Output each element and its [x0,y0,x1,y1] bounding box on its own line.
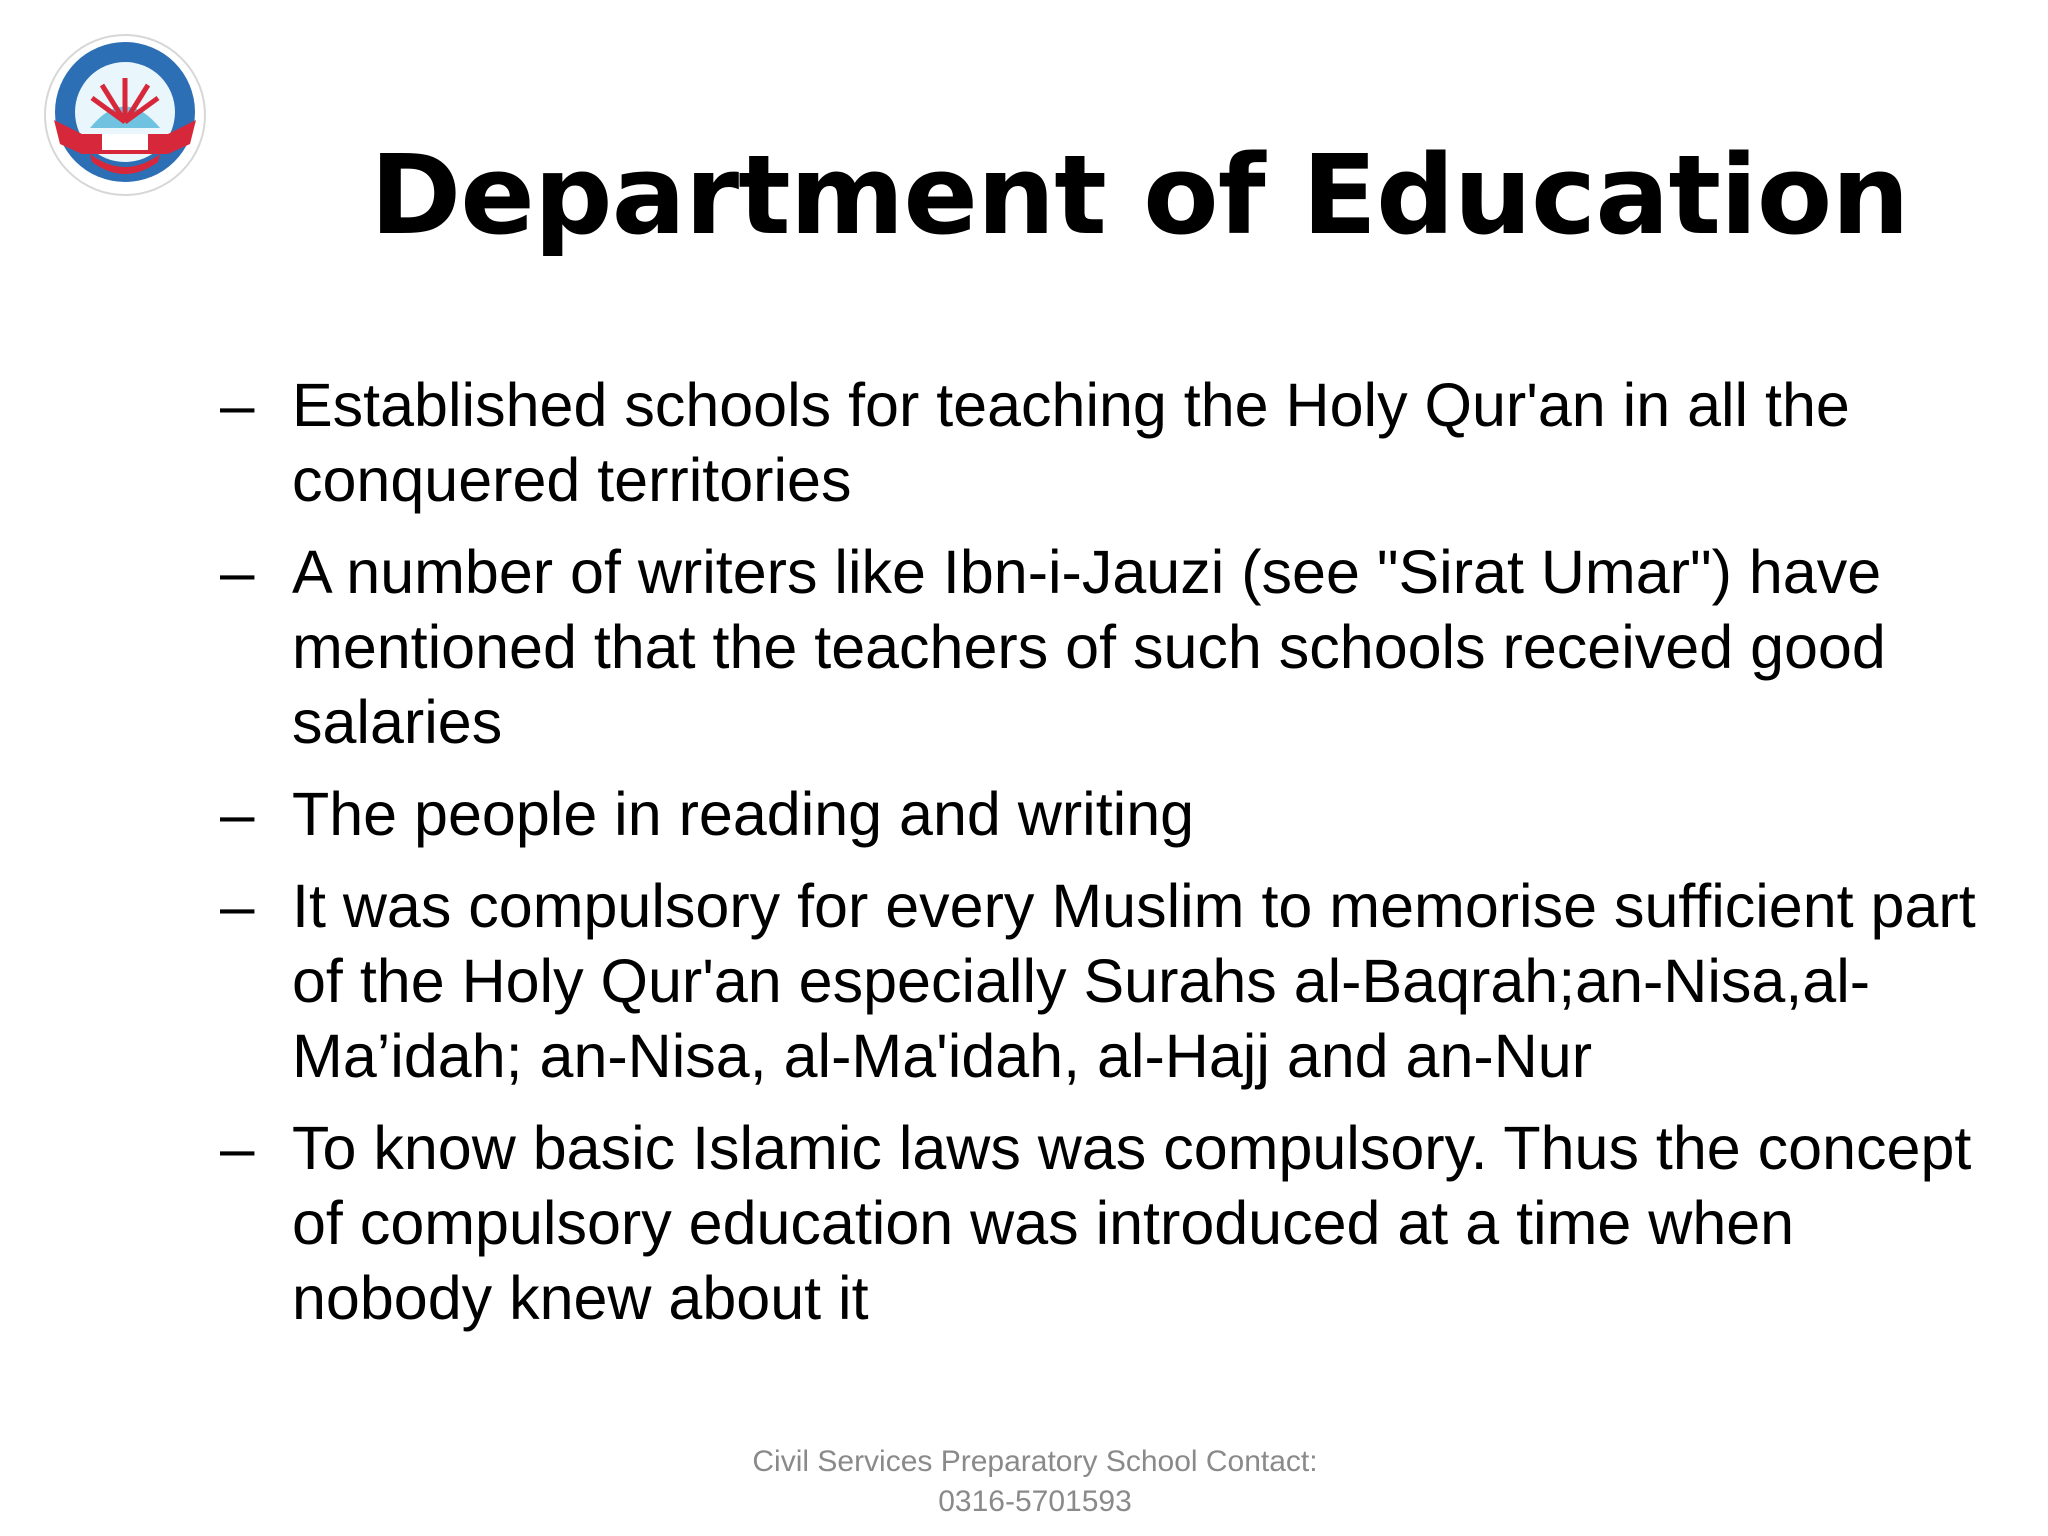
bullet-list [220,368,2000,1353]
dash-marker: – [220,538,255,607]
slide-title: Department of Education [370,131,1909,259]
bullet-item [220,869,2000,1094]
bullet-item [220,368,2000,518]
dash-marker: – [220,1114,255,1183]
bullet-item [220,777,2000,852]
footer-contact [640,1442,1430,1522]
bullet-text: Established schools for teaching the Holy Qur'an in all the conquered territories [292,371,1850,514]
footer-line-1: Civil Services Preparatory School Contact: [752,1445,1318,1478]
bullet-item [220,535,2000,760]
dash-marker: – [220,780,255,849]
dash-marker: – [220,371,255,440]
bullet-text: A number of writers like Ibn-i-Jauzi (see "Sirat Umar") have mentioned that the teachers of such schools received good salaries [292,538,1886,756]
footer-line-2: 0316-5701593 [938,1485,1132,1518]
dash-marker: – [220,872,255,941]
bullet-text: To know basic Islamic laws was compulsory. Thus the concept of compulsory education was introduced at a time when nobody knew about it [292,1114,1972,1332]
bullet-text: It was compulsory for every Muslim to memorise sufficient part of the Holy Qur'an especially Surahs al-Baqrah;an-Nisa,al-Ma’idah; an-Nisa, al-Ma'idah, al-Hajj and an-Nur [292,872,1976,1090]
school-logo-icon [40,30,210,200]
bullet-text: The people in reading and writing [292,780,1195,848]
bullet-item [220,1111,2000,1336]
